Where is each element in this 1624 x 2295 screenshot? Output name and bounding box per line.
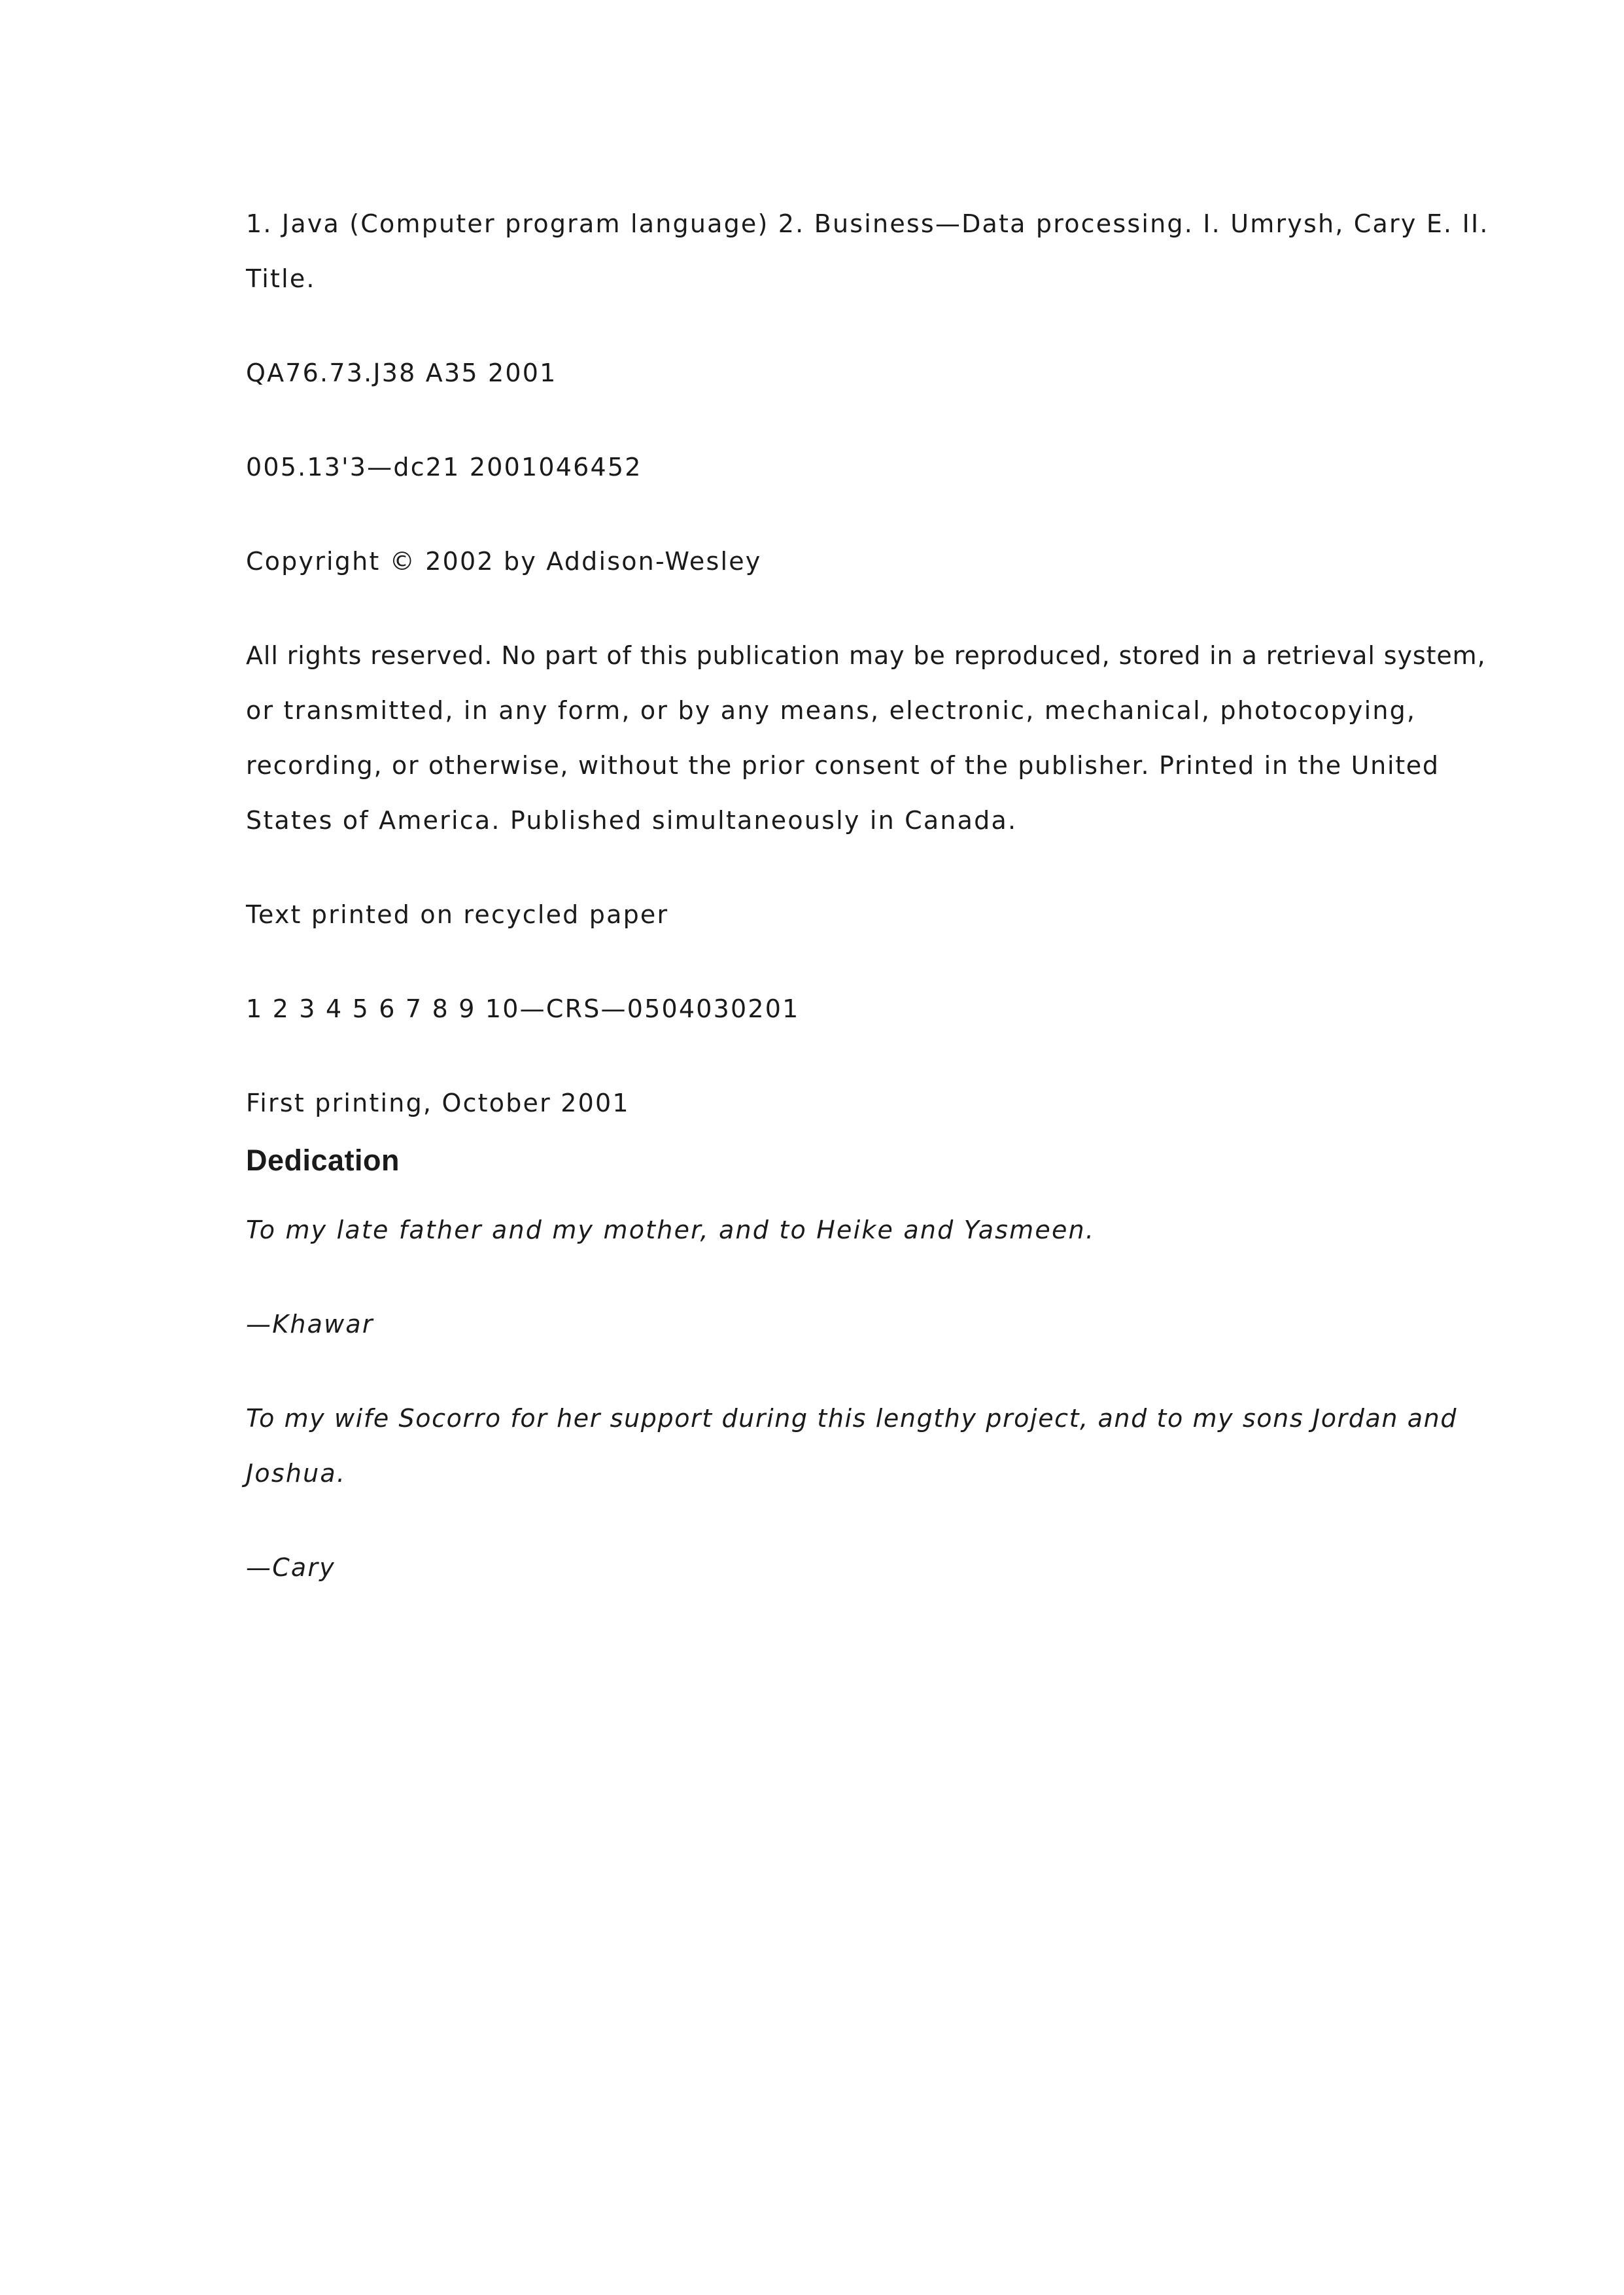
paper-note: Text printed on recycled paper xyxy=(246,900,669,929)
dewey-number: 005.13'3—dc21 2001046452 xyxy=(246,453,642,482)
first-printing: First printing, October 2001 xyxy=(246,1089,630,1117)
dedication-second-line-1: To my wife Socorro for her support during this lengthy project, and to my sons Jordan and xyxy=(246,1404,1458,1433)
lc-call-number: QA76.73.J38 A35 2001 xyxy=(246,359,557,387)
dedication-heading: Dedication xyxy=(246,1144,400,1177)
catalog-subjects-line-2: Title. xyxy=(246,264,316,293)
rights-statement-line-2: or transmitted, in any form, or by any means, electronic, mechanical, photocopying, xyxy=(246,696,1417,725)
dedication-first: To my late father and my mother, and to Heike and Yasmeen. xyxy=(246,1216,1096,1244)
copyright-page xyxy=(246,196,1489,1595)
rights-statement-line-3: recording, or otherwise, without the prior consent of the publisher. Printed in the United xyxy=(246,751,1440,780)
catalog-subjects-line-1: 1. Java (Computer program language) 2. Business—Data processing. I. Umrysh, Cary E. II. xyxy=(246,209,1489,238)
dedication-second-signature: —Cary xyxy=(246,1553,336,1582)
rights-statement-line-4: States of America. Published simultaneously in Canada. xyxy=(246,806,1018,835)
rights-statement-line-1: All rights reserved. No part of this publication may be reproduced, stored in a retrieval system, xyxy=(246,641,1486,670)
copyright-notice: Copyright © 2002 by Addison-Wesley xyxy=(246,547,762,576)
printing-line: 1 2 3 4 5 6 7 8 9 10—CRS—0504030201 xyxy=(246,994,800,1023)
dedication-second-line-2: Joshua. xyxy=(246,1459,347,1488)
dedication-first-signature: —Khawar xyxy=(246,1310,374,1339)
